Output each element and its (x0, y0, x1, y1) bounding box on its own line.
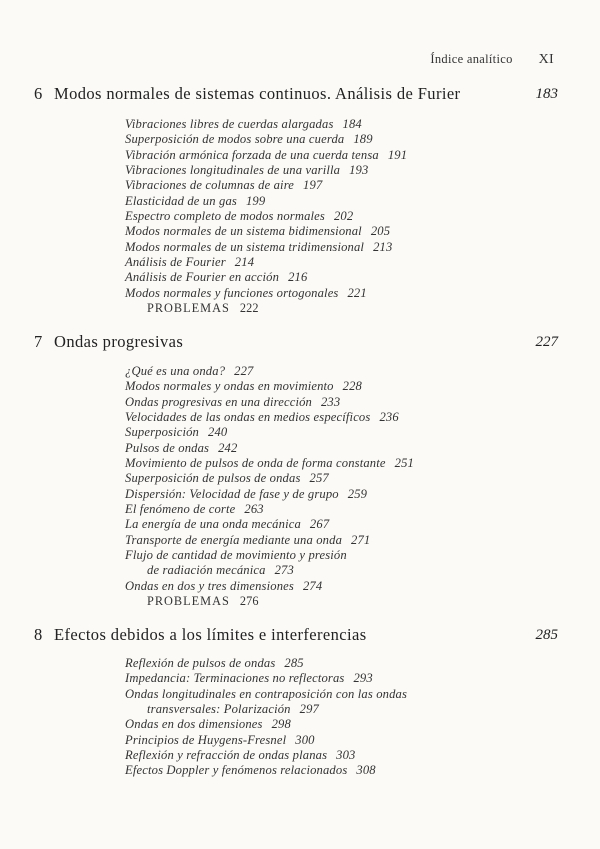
entry-page-number: 297 (299, 702, 319, 717)
entry-page-number: 251 (394, 456, 414, 471)
entry-title: Reflexión de pulsos de ondas (125, 656, 276, 670)
toc-entry (125, 456, 414, 471)
toc-entry (125, 487, 414, 502)
chapter-number: 7 (34, 332, 43, 351)
toc-entry (125, 425, 414, 440)
entry-title: Modos normales de un sistema bidimensional (125, 224, 362, 239)
entry-title: Pulsos de ondas (125, 440, 210, 455)
running-header (430, 52, 554, 68)
entry-title: PROBLEMAS (147, 594, 230, 609)
toc-entry (125, 517, 414, 532)
entry-title: Ondas progresivas en una dirección (125, 394, 312, 409)
entry-title: Dispersión: Velocidad de fase y de grupo (125, 486, 339, 501)
entry-title: Ondas longitudinales en contraposición con las ondas (125, 686, 408, 701)
toc-entry (125, 379, 414, 394)
toc-entry (125, 117, 407, 132)
toc-entry (125, 163, 407, 178)
entry-title: Modos normales y ondas en movimiento (125, 379, 334, 394)
entry-title: Modos normales de un sistema tridimensional (125, 239, 365, 254)
chapter-title-text: Efectos debidos a los límites e interferencias (54, 625, 367, 644)
entry-page-number: 213 (373, 239, 393, 254)
toc-entry (125, 240, 407, 255)
chapter-entries (125, 117, 407, 316)
entry-page-number: 227 (234, 364, 254, 378)
toc-entry (125, 533, 414, 548)
entry-page-number: 233 (320, 394, 341, 409)
entry-title: Análisis de Fourier en acción (125, 270, 280, 285)
toc-entry (125, 286, 407, 301)
chapter-title (34, 625, 367, 645)
entry-title: Transporte de energía mediante una onda (125, 532, 343, 547)
entry-page-number: 267 (309, 517, 330, 532)
entry-page-number: 298 (271, 717, 291, 732)
entry-page-number: 259 (347, 486, 368, 501)
toc-entry (125, 471, 414, 486)
entry-page-number: 197 (303, 178, 323, 193)
entry-title: Reflexión y refracción de ondas planas (125, 748, 328, 763)
entry-title: Superposición (125, 425, 200, 440)
entry-page-number: 193 (349, 163, 369, 178)
entry-page-number: 285 (284, 656, 304, 670)
chapter-number: 8 (34, 625, 43, 644)
header-section: Índice analítico (430, 52, 513, 66)
entry-page-number: 274 (302, 578, 323, 593)
toc-entry (125, 763, 407, 778)
entry-page-number: 214 (234, 255, 255, 270)
problems-entry (125, 594, 414, 609)
toc-entry (125, 224, 407, 239)
entry-title: La energía de una onda mecánica (125, 517, 301, 532)
entry-page-number: 184 (342, 117, 362, 131)
chapter-page: 285 (535, 627, 558, 643)
toc-entry (125, 733, 407, 748)
toc-entry (125, 671, 407, 686)
entry-title: Movimiento de pulsos de onda de forma constante (125, 456, 386, 471)
entry-page-number: 240 (208, 425, 228, 440)
toc-entry (125, 687, 407, 702)
entry-page-number: 228 (342, 379, 362, 394)
entry-page-number: 216 (288, 270, 308, 285)
toc-entry (125, 563, 414, 578)
toc-entry (125, 255, 407, 270)
entry-page-number: 263 (244, 502, 264, 517)
entry-page-number: 308 (356, 763, 376, 778)
chapter-title-text: Modos normales de sistemas continuos. Análisis de Furier (54, 84, 461, 103)
entry-page-number: 202 (333, 209, 354, 224)
entry-title: El fenómeno de corte (125, 502, 236, 517)
toc-entry (125, 717, 407, 732)
toc-entry (125, 410, 414, 425)
entry-title: Superposición de pulsos de ondas (125, 471, 301, 486)
toc-entry (125, 148, 407, 163)
entry-page-number: 271 (351, 532, 371, 547)
entry-title: Vibraciones de columnas de aire (125, 178, 295, 193)
entry-page-number: 257 (309, 471, 329, 486)
toc-entry (125, 178, 407, 193)
toc-entry (125, 748, 407, 763)
chapter-page: 183 (535, 86, 558, 102)
entry-title: Efectos Doppler y fenómenos relacionados (125, 763, 348, 778)
entry-title: ¿Qué es una onda? (125, 364, 226, 378)
entry-page-number: 273 (274, 563, 294, 578)
entry-title: Impedancia: Terminaciones no reflectoras (125, 671, 345, 686)
toc-entry (125, 395, 414, 410)
problems-entry (125, 301, 407, 316)
toc-entry (125, 702, 407, 717)
chapter-number: 6 (34, 84, 43, 103)
chapter-title (34, 84, 460, 104)
entry-title: Velocidades de las ondas en medios específicos (125, 410, 371, 425)
entry-page-number: 199 (245, 193, 266, 208)
entry-title: Ondas en dos dimensiones (125, 717, 263, 732)
entry-title: Flujo de cantidad de movimiento y presión (125, 548, 347, 563)
entry-title: Modos normales y funciones ortogonales (125, 285, 339, 300)
entry-page-number: 303 (336, 748, 356, 763)
toc-entry (125, 548, 414, 563)
toc-entry (125, 579, 414, 594)
chapter-page: 227 (535, 334, 558, 350)
entry-title: Ondas en dos y tres dimensiones (125, 578, 294, 593)
toc-entry (125, 364, 414, 379)
entry-page-number: 205 (370, 224, 391, 239)
toc-entry (125, 502, 414, 517)
toc-entry (125, 194, 407, 209)
header-page-number: XI (538, 52, 554, 67)
toc-entry (125, 656, 407, 671)
toc-entry (125, 209, 407, 224)
toc-entry (125, 132, 407, 147)
entry-title: Vibración armónica forzada de una cuerda tensa (125, 147, 379, 162)
entry-page-number: 276 (239, 594, 259, 609)
entry-page-number: 191 (387, 147, 408, 162)
entry-title: Principios de Huygens-Fresnel (125, 732, 287, 747)
chapter-title-text: Ondas progresivas (54, 332, 184, 351)
entry-title: Elasticidad de un gas (125, 193, 237, 208)
entry-page-number: 221 (347, 285, 367, 300)
entry-page-number: 242 (218, 440, 238, 455)
chapter-entries (125, 364, 414, 610)
entry-title: Vibraciones longitudinales de una varilla (125, 163, 341, 178)
entry-page-number: 222 (239, 301, 259, 316)
entry-title: PROBLEMAS (147, 301, 230, 316)
chapter-title (34, 332, 183, 352)
entry-title: Análisis de Fourier (125, 255, 226, 270)
entry-page-number: 300 (295, 732, 315, 747)
entry-title: Espectro completo de modos normales (125, 209, 325, 224)
toc-entry (125, 441, 414, 456)
chapter-entries (125, 656, 407, 779)
entry-title: Vibraciones libres de cuerdas alargadas (125, 117, 334, 131)
toc-entry (125, 270, 407, 285)
entry-title: transversales: Polarización (147, 702, 291, 717)
entry-page-number: 293 (353, 671, 373, 686)
entry-page-number: 189 (353, 132, 373, 147)
entry-title: Superposición de modos sobre una cuerda (125, 132, 345, 147)
entry-page-number: 236 (379, 410, 399, 425)
entry-title: de radiación mecánica (147, 563, 266, 578)
